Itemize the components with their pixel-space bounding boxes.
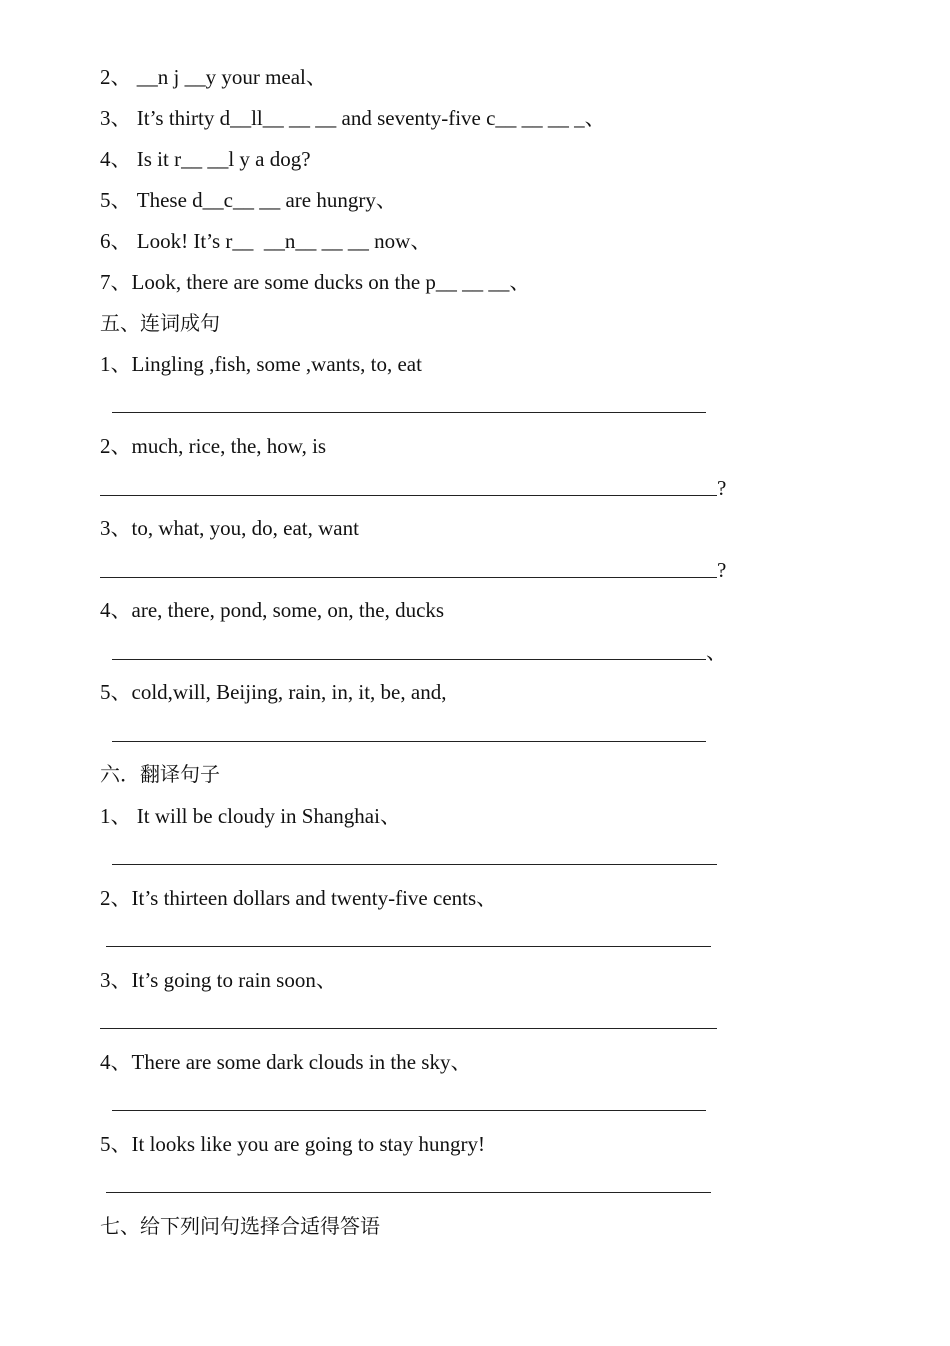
answer-line[interactable] — [112, 1110, 706, 1111]
answer-line[interactable] — [112, 741, 706, 742]
fill-in-item-3: 3、 It’s thirty d__ll__ __ __ and seventy-five c__ __ __ _、 — [100, 106, 606, 130]
section-7-heading: 七、给下列问句选择合适得答语 — [100, 1214, 380, 1238]
fill-in-item-6: 6、 Look! It’s r__ __n__ __ __ now、 — [100, 229, 432, 253]
answer-line[interactable] — [100, 577, 717, 578]
answer-line[interactable] — [112, 864, 717, 865]
answer-line[interactable] — [112, 659, 706, 660]
answer-line[interactable] — [100, 1028, 717, 1029]
section-6-heading: 六．翻译句子 — [100, 762, 220, 786]
answer-end-mark: ? — [717, 558, 727, 582]
section-5-item-1: 1、Lingling ,fish, some ,wants, to, eat — [100, 352, 422, 376]
section-5-item-5: 5、cold,will, Beijing, rain, in, it, be, and, — [100, 680, 447, 704]
answer-line[interactable] — [100, 495, 717, 496]
section-5-item-4: 4、are, there, pond, some, on, the, ducks — [100, 598, 445, 622]
answer-line[interactable] — [112, 412, 706, 413]
section-5-item-3: 3、to, what, you, do, eat, want — [100, 516, 359, 540]
answer-line[interactable] — [106, 946, 711, 947]
section-6-item-2: 2、It’s thirteen dollars and twenty-five cents、 — [100, 886, 498, 910]
fill-in-item-2: 2、 __n j __y your meal、 — [100, 65, 327, 89]
section-6-item-3: 3、It’s going to rain soon、 — [100, 968, 337, 992]
answer-end-mark: 、 — [706, 640, 727, 664]
fill-in-item-4: 4、 Is it r__ __l y a dog? — [100, 147, 311, 171]
section-5-item-2: 2、much, rice, the, how, is — [100, 434, 327, 458]
section-6-item-4: 4、There are some dark clouds in the sky、 — [100, 1050, 472, 1074]
section-6-item-1: 1、 It will be cloudy in Shanghai、 — [100, 804, 401, 828]
answer-line[interactable] — [106, 1192, 711, 1193]
fill-in-item-5: 5、 These d__c__ __ are hungry、 — [100, 188, 397, 212]
section-6-item-5: 5、It looks like you are going to stay hungry! — [100, 1132, 485, 1156]
section-5-heading: 五、连词成句 — [100, 311, 220, 335]
fill-in-item-7: 7、Look, there are some ducks on the p__ __ __、 — [100, 270, 531, 294]
answer-end-mark: ? — [717, 476, 727, 500]
